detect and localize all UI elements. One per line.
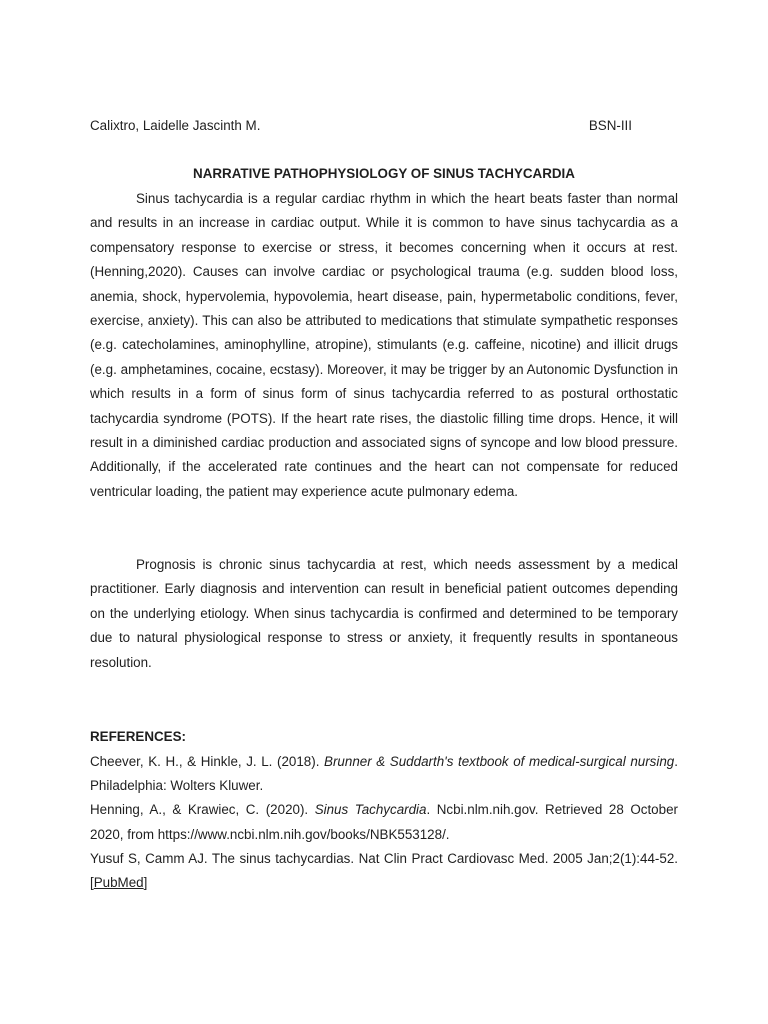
document-title: NARRATIVE PATHOPHYSIOLOGY OF SINUS TACHYCARDIA xyxy=(193,166,575,181)
author-name: Calixtro, Laidelle Jascinth M. xyxy=(90,118,261,133)
pubmed-link[interactable]: PubMed xyxy=(93,875,144,891)
paragraph-prognosis: Prognosis is chronic sinus tachycardia at rest, which needs assessment by a medical practitioner. Early diagnosis and intervention can result in beneficial patient outcomes depending on the underlying etiology. When sinus tachycardia is confirmed and determined to be temporary due to natural physiological response to stress or anxiety, it frequently results in spontaneous resolution. xyxy=(90,557,678,670)
reference-text: . Ncbi.nlm.nih.gov. Retrieved 28 October 2020, from https://www.ncbi.nlm.nih.gov/books/NBK553128/. xyxy=(90,802,678,842)
reference-item xyxy=(90,798,678,846)
reference-text: . Philadelphia: Wolters Kluwer. xyxy=(90,754,678,794)
reference-text: ] xyxy=(143,875,148,891)
paragraph-pathophysiology: Sinus tachycardia is a regular cardiac rhythm in which the heart beats faster than normal and results in an increase in cardiac output. While it is common to have sinus tachycardia as a compensatory response to exercise or stress, it becomes concerning when it occurs at rest. (Henning,2020). Causes can involve cardiac or psychological trauma (e.g. sudden blood loss, anemia, shock, hypervolemia, hypovolemia, heart disease, pain, hypermetabolic conditions, fever, exercise, anxiety). This can also be attributed to medications that stimulate sympathetic responses (e.g. catecholamines, aminophylline, atropine), stimulants (e.g. caffeine, nicotine) and illicit drugs (e.g. amphetamines, cocaine, ecstasy). Moreover, it may be trigger by an Autonomic Dysfunction in which results in a form of sinus form of sinus tachycardia referred to as postural orthostatic tachycardia syndrome (POTS). If the heart rate rises, the diastolic filling time drops. Hence, it will result in a diminished cardiac production and associated signs of syncope and low blood pressure. Additionally, if the accelerated rate continues and the heart can not compensate for reduced ventricular loading, the patient may experience acute pulmonary edema. xyxy=(90,191,678,499)
reference-title: Brunner & Suddarth's textbook of medical-surgical nursing xyxy=(324,754,675,769)
references-list xyxy=(90,750,678,895)
references-heading: REFERENCES: xyxy=(90,729,186,744)
reference-text: Henning, A., & Krawiec, C. (2020). xyxy=(90,802,315,818)
document-header xyxy=(90,118,678,134)
reference-text: Cheever, K. H., & Hinkle, J. L. (2018). xyxy=(90,754,325,769)
reference-item xyxy=(90,847,678,895)
reference-title: Sinus Tachycardia xyxy=(314,802,427,818)
reference-item xyxy=(90,750,678,798)
course-level: BSN-III xyxy=(588,118,632,133)
reference-text: Yusuf S, Camm AJ. The sinus tachycardias. Nat Clin Pract Cardiovasc Med. 2005 Jan;2(1):44-52. [ xyxy=(90,850,678,891)
